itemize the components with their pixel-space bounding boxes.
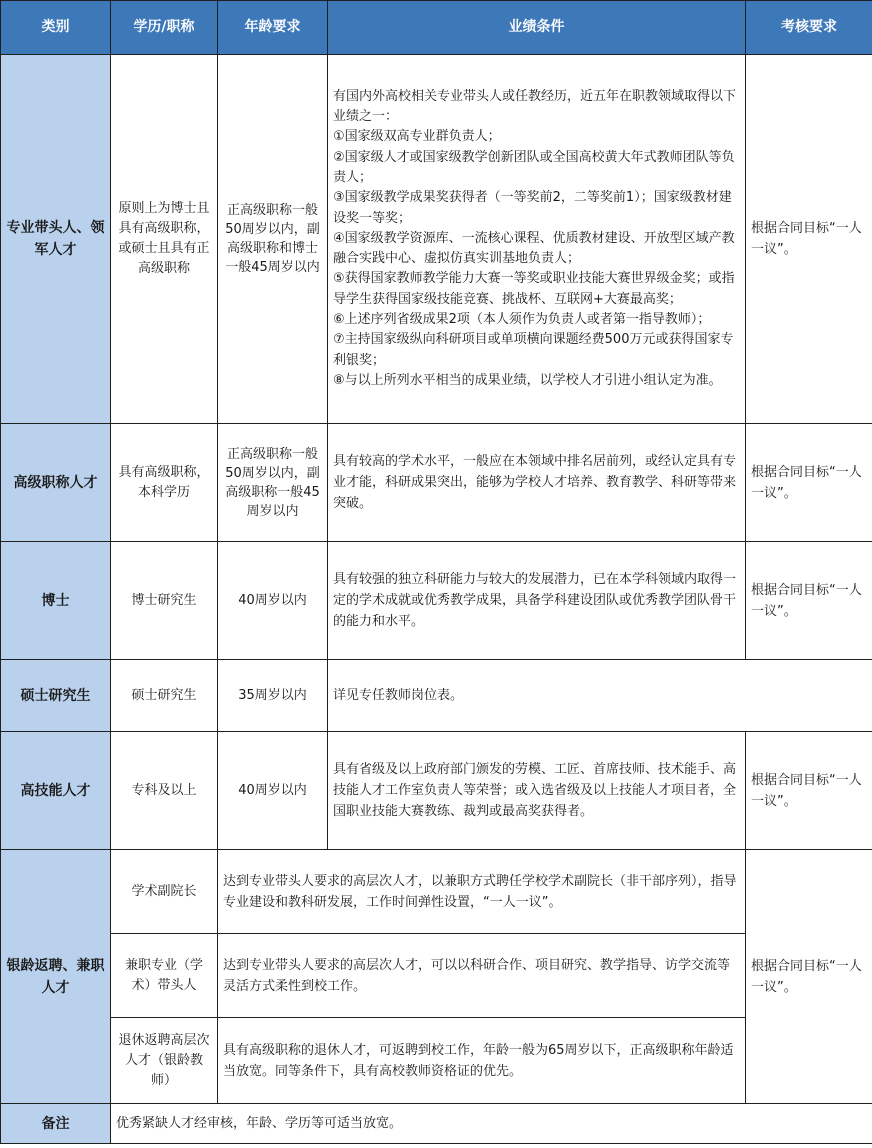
leader-performance-line: ④国家级教学资源库、一流核心课程、优质教材建设、开放型区域产教融合实践中心、虚拟仿真实训基地负责人； [333, 230, 735, 267]
skilled-assessment: 根据合同目标“一人一议”。 [746, 732, 872, 850]
senior-title-education: 具有高级职称，本科学历 [111, 424, 218, 542]
leader-performance-line: ③国家级教学成果奖获得者（一等奖前2，二等奖前1）；国家级教材建设奖一等奖； [333, 190, 732, 226]
table-row-remark [1, 1104, 872, 1144]
leader-performance-line: ⑤获得国家教师教学能力大赛一等奖或职业技能大赛世界级金奖；或指导学生获得国家级技能竞赛、挑战杯、互联网+大赛最高奖； [333, 271, 735, 307]
senior-title-assessment: 根据合同目标“一人一议”。 [746, 424, 872, 542]
leader-performance-line: ⑧与以上所列水平相当的成果业绩，以学校人才引进小组认定为准。 [333, 372, 722, 388]
doctor-assessment: 根据合同目标“一人一议”。 [746, 542, 872, 660]
leader-category: 专业带头人、领军人才 [1, 55, 111, 424]
header-row [1, 1, 872, 55]
leader-performance-line: ⑥上述序列省级成果2项（本人须作为负责人或者第一指导教师）； [333, 312, 711, 328]
skilled-performance: 具有省级及以上政府部门颁发的劳模、工匠、首席技师、技术能手、高技能人才工作室负责人等荣誉；或入选省级及以上技能人才项目者，全国职业技能大赛教练、裁判或最高奖获得者。 [328, 732, 746, 850]
skilled-category: 高技能人才 [1, 732, 111, 850]
doctor-category: 博士 [1, 542, 111, 660]
doctor-age: 40周岁以内 [218, 542, 328, 660]
table-row-retired-1 [1, 850, 872, 934]
leader-performance [328, 55, 746, 424]
leader-performance-line: ⑦主持国家级纵向科研项目或单项横向课题经费500万元或获得国家专利银奖； [333, 332, 734, 368]
retired-sub-performance: 具有高级职称的退休人才，可返聘到校工作，年龄一般为65周岁以下，正高级职称年龄适当放宽。同等条件下，具有高校教师资格证的优先。 [218, 1018, 746, 1104]
doctor-performance: 具有较强的独立科研能力与较大的发展潜力，已在本学科领域内取得一定的学术成就或优秀教学成果，具备学科建设团队或优秀教学团队骨干的能力和水平。 [328, 542, 746, 660]
header-age: 年龄要求 [218, 1, 328, 55]
skilled-age: 40周岁以内 [218, 732, 328, 850]
table-row-skilled [1, 732, 872, 850]
skilled-education: 专科及以上 [111, 732, 218, 850]
table-row-leader [1, 55, 872, 424]
retired-sub-label: 学术副院长 [111, 850, 218, 934]
master-category: 硕士研究生 [1, 660, 111, 732]
senior-title-performance: 具有较高的学术水平，一般应在本领域中排名居前列，或经认定具有专业才能，科研成果突出，能够为学校人才培养、教育教学、科研等带来突破。 [328, 424, 746, 542]
retired-category: 银龄返聘、兼职人才 [1, 850, 111, 1104]
header-performance: 业绩条件 [328, 1, 746, 55]
header-category: 类别 [1, 1, 111, 55]
table-row-doctor [1, 542, 872, 660]
leader-age: 正高级职称一般50周岁以内，副高级职称和博士一般45周岁以内 [218, 55, 328, 424]
retired-sub-label: 退休返聘高层次人才（银龄教师） [111, 1018, 218, 1104]
leader-performance-line: ①国家级双高专业群负责人； [333, 129, 501, 145]
table-row-retired-3 [1, 1018, 872, 1104]
senior-title-age: 正高级职称一般50周岁以内，副高级职称一般45周岁以内 [218, 424, 328, 542]
retired-sub-performance: 达到专业带头人要求的高层次人才，以兼职方式聘任学校学术副院长（非干部序列），指导专业建设和教科研发展，工作时间弹性设置，“一人一议”。 [218, 850, 746, 934]
table-row-senior-title [1, 424, 872, 542]
retired-assessment: 根据合同目标“一人一议”。 [746, 850, 872, 1104]
table-row-retired-2 [1, 934, 872, 1018]
remark-text: 优秀紧缺人才经审核，年龄、学历等可适当放宽。 [111, 1104, 872, 1144]
table-row-master [1, 660, 872, 732]
retired-sub-label: 兼职专业（学术）带头人 [111, 934, 218, 1018]
leader-performance-line: 有国内外高校相关专业带头人或任教经历，近五年在职教领域取得以下业绩之一： [333, 88, 737, 125]
leader-education: 原则上为博士且具有高级职称，或硕士且具有正高级职称 [111, 55, 218, 424]
master-education: 硕士研究生 [111, 660, 218, 732]
doctor-education: 博士研究生 [111, 542, 218, 660]
retired-sub-performance: 达到专业带头人要求的高层次人才，可以以科研合作、项目研究、教学指导、访学交流等灵活方式柔性到校工作。 [218, 934, 746, 1018]
senior-title-category: 高级职称人才 [1, 424, 111, 542]
header-education: 学历/职称 [111, 1, 218, 55]
master-performance: 详见专任教师岗位表。 [328, 660, 872, 732]
leader-assessment: 根据合同目标“一人一议”。 [746, 55, 872, 424]
remark-label: 备注 [1, 1104, 111, 1144]
header-assessment: 考核要求 [746, 1, 872, 55]
master-age: 35周岁以内 [218, 660, 328, 732]
leader-performance-line: ②国家级人才或国家级教学创新团队或全国高校黄大年式教师团队等负责人； [333, 149, 735, 185]
